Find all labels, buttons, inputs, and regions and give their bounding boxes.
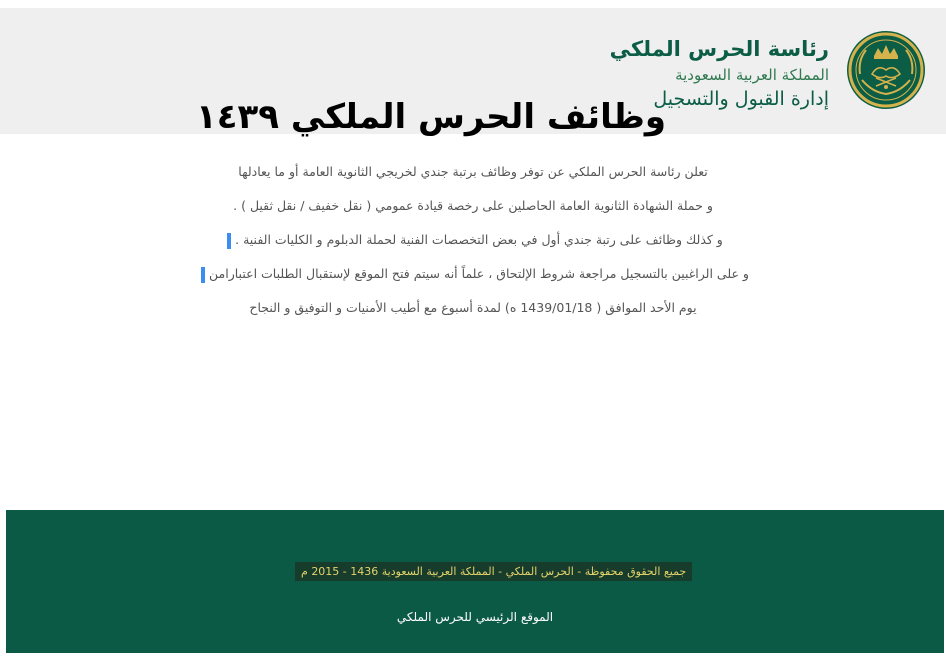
announcement (190, 158, 756, 328)
royal-guard-home-link[interactable]: الموقع الرئيسي للحرس الملكي (396, 610, 554, 624)
announcement-line: و على الراغبين بالتسجيل مراجعة شروط الإلتحاق ، علماً أنه سيتم فتح الموقع لإستقبال الطلبات اعتبارامن (190, 260, 756, 294)
announcement-line: يوم الأحد الموافق ( 1439/01/18 ه) لمدة أسبوع مع أطيب الأمنيات و التوفيق و النجاح (249, 300, 697, 315)
page-title: وظائف الحرس الملكي ١٤٣٩ (196, 97, 666, 137)
brand-country: المملكة العربية السعودية (675, 66, 829, 84)
copyright-text: جميع الحقوق محفوظة - الحرس الملكي - المملكة العربية السعودية 1436 - 2015 م (295, 562, 692, 581)
announcement-line: و حملة الشهادة الثانوية العامة الحاصلين على رخصة قيادة عمومي ( نقل خفيف / نقل ثقيل ) . (233, 198, 713, 213)
brand-department: إدارة القبول والتسجيل (653, 88, 829, 110)
announcement-line: و كذلك وظائف على رتبة جندي أول في بعض التخصصات الفنية لحملة الدبلوم و الكليات الفنية . (190, 226, 756, 260)
announcement-line: تعلن رئاسة الحرس الملكي عن توفر وظائف برتبة جندي لخريجي الثانوية العامة أو ما يعادلها (238, 164, 708, 179)
footer (6, 510, 944, 653)
royal-guard-emblem-icon (846, 30, 926, 110)
text-cursor-icon (201, 267, 205, 283)
text-cursor-icon (227, 233, 231, 249)
brand-title: رئاسة الحرس الملكي (609, 37, 829, 61)
